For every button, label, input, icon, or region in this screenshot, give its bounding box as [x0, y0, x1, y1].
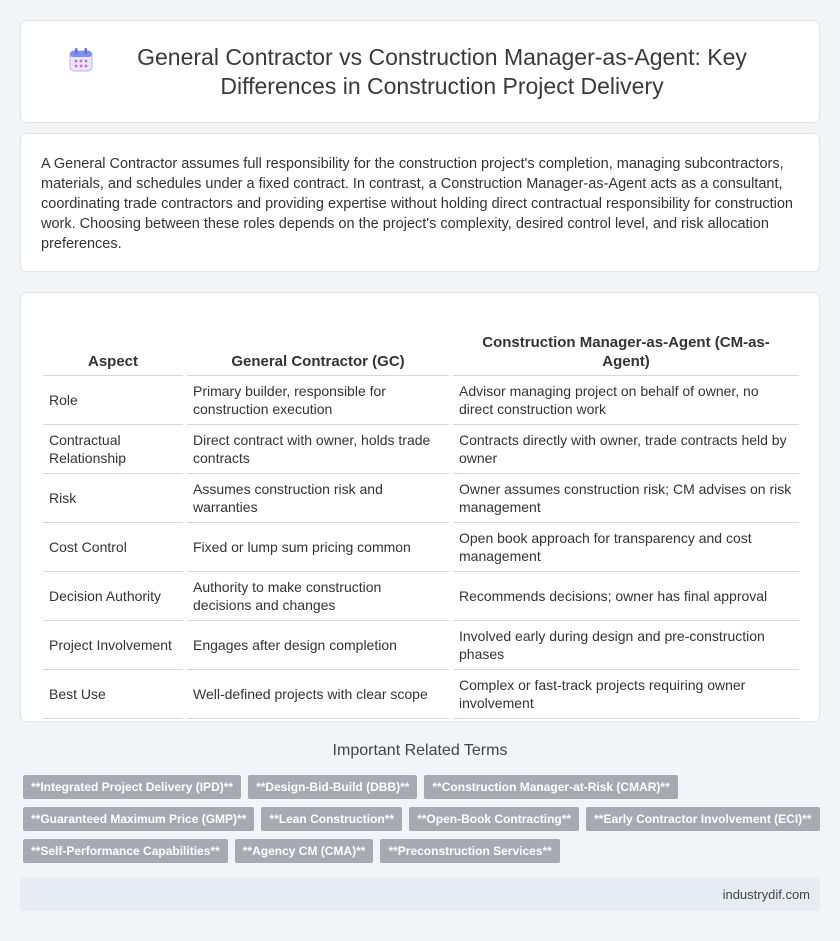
- related-terms-heading: Important Related Terms: [332, 742, 508, 759]
- row-aspect: Role: [43, 375, 185, 424]
- tag-dbb[interactable]: **Design-Bid-Build (DBB)**: [248, 775, 417, 799]
- row-aspect: Cost Control: [43, 522, 185, 571]
- table-row: [43, 522, 799, 571]
- table-row: [43, 620, 799, 669]
- table-row: [43, 424, 799, 473]
- intro-paragraph: A General Contractor assumes full responsibility for the construction project's completion, managing subcontractors, materials, and schedules under a fixed contract. In contrast, a Construction Manager-as-Agent acts as a consultant, coordinating trade contractors and providing expertise without holding direct contractual responsibility for construction work. Choosing between these roles depends on the project's complexity, desired control level, and risk allocation preferences.: [41, 156, 793, 252]
- tag-row: [23, 807, 823, 831]
- row-gc-value: Primary builder, responsible for construction execution: [185, 375, 451, 424]
- tag-open-book[interactable]: **Open-Book Contracting**: [409, 807, 579, 831]
- title-card: [20, 20, 820, 123]
- tag-row: [23, 839, 823, 863]
- table-row: [43, 571, 799, 620]
- row-cm-value: Open book approach for transparency and cost management: [451, 522, 799, 571]
- row-cm-value: Contracts directly with owner, trade contracts held by owner: [451, 424, 799, 473]
- row-cm-value: Involved early during design and pre-construction phases: [451, 620, 799, 669]
- comparison-table: [43, 313, 799, 719]
- footer: [20, 878, 820, 911]
- row-aspect: Contractual Relationship: [43, 424, 185, 473]
- row-cm-value: Recommends decisions; owner has final approval: [451, 571, 799, 620]
- comparison-card: [20, 292, 820, 722]
- footer-site[interactable]: industrydif.com: [722, 887, 810, 902]
- header-general-contractor: General Contractor (GC): [185, 313, 451, 375]
- tag-agency-cm[interactable]: **Agency CM (CMA)**: [235, 839, 374, 863]
- row-aspect: Project Involvement: [43, 620, 185, 669]
- row-aspect: Risk: [43, 473, 185, 522]
- tag-preconstruction[interactable]: **Preconstruction Services**: [380, 839, 559, 863]
- header-cm-as-agent: Construction Manager-as-Agent (CM-as-Agent): [451, 313, 799, 375]
- intro-card: [20, 133, 820, 272]
- row-aspect: Decision Authority: [43, 571, 185, 620]
- table-header-row: [43, 313, 799, 375]
- row-cm-value: Complex or fast-track projects requiring owner involvement: [451, 669, 799, 718]
- row-gc-value: Well-defined projects with clear scope: [185, 669, 451, 718]
- row-cm-value: Advisor managing project on behalf of owner, no direct construction work: [451, 375, 799, 424]
- header-aspect: Aspect: [43, 313, 185, 375]
- row-gc-value: Authority to make construction decisions and changes: [185, 571, 451, 620]
- tag-cmar[interactable]: **Construction Manager-at-Risk (CMAR)**: [424, 775, 677, 799]
- table-row: [43, 375, 799, 424]
- table-row: [43, 669, 799, 718]
- tag-ipd[interactable]: **Integrated Project Delivery (IPD)**: [23, 775, 241, 799]
- tag-row: [23, 775, 823, 799]
- tag-eci[interactable]: **Early Contractor Involvement (ECI)**: [586, 807, 819, 831]
- row-aspect: Best Use: [43, 669, 185, 718]
- tag-gmp[interactable]: **Guaranteed Maximum Price (GMP)**: [23, 807, 254, 831]
- row-gc-value: Fixed or lump sum pricing common: [185, 522, 451, 571]
- row-cm-value: Owner assumes construction risk; CM advises on risk management: [451, 473, 799, 522]
- row-gc-value: Direct contract with owner, holds trade contracts: [185, 424, 451, 473]
- tag-lean-construction[interactable]: **Lean Construction**: [261, 807, 402, 831]
- table-row: [43, 473, 799, 522]
- tag-self-performance[interactable]: **Self-Performance Capabilities**: [23, 839, 228, 863]
- title-wrap: [28, 43, 812, 101]
- row-gc-value: Engages after design completion: [185, 620, 451, 669]
- related-terms-tags: [23, 775, 823, 871]
- calendar-icon: [68, 47, 94, 73]
- row-gc-value: Assumes construction risk and warranties: [185, 473, 451, 522]
- page-title: General Contractor vs Construction Manager-as-Agent: Key Differences in Construction Project Delivery: [137, 43, 747, 99]
